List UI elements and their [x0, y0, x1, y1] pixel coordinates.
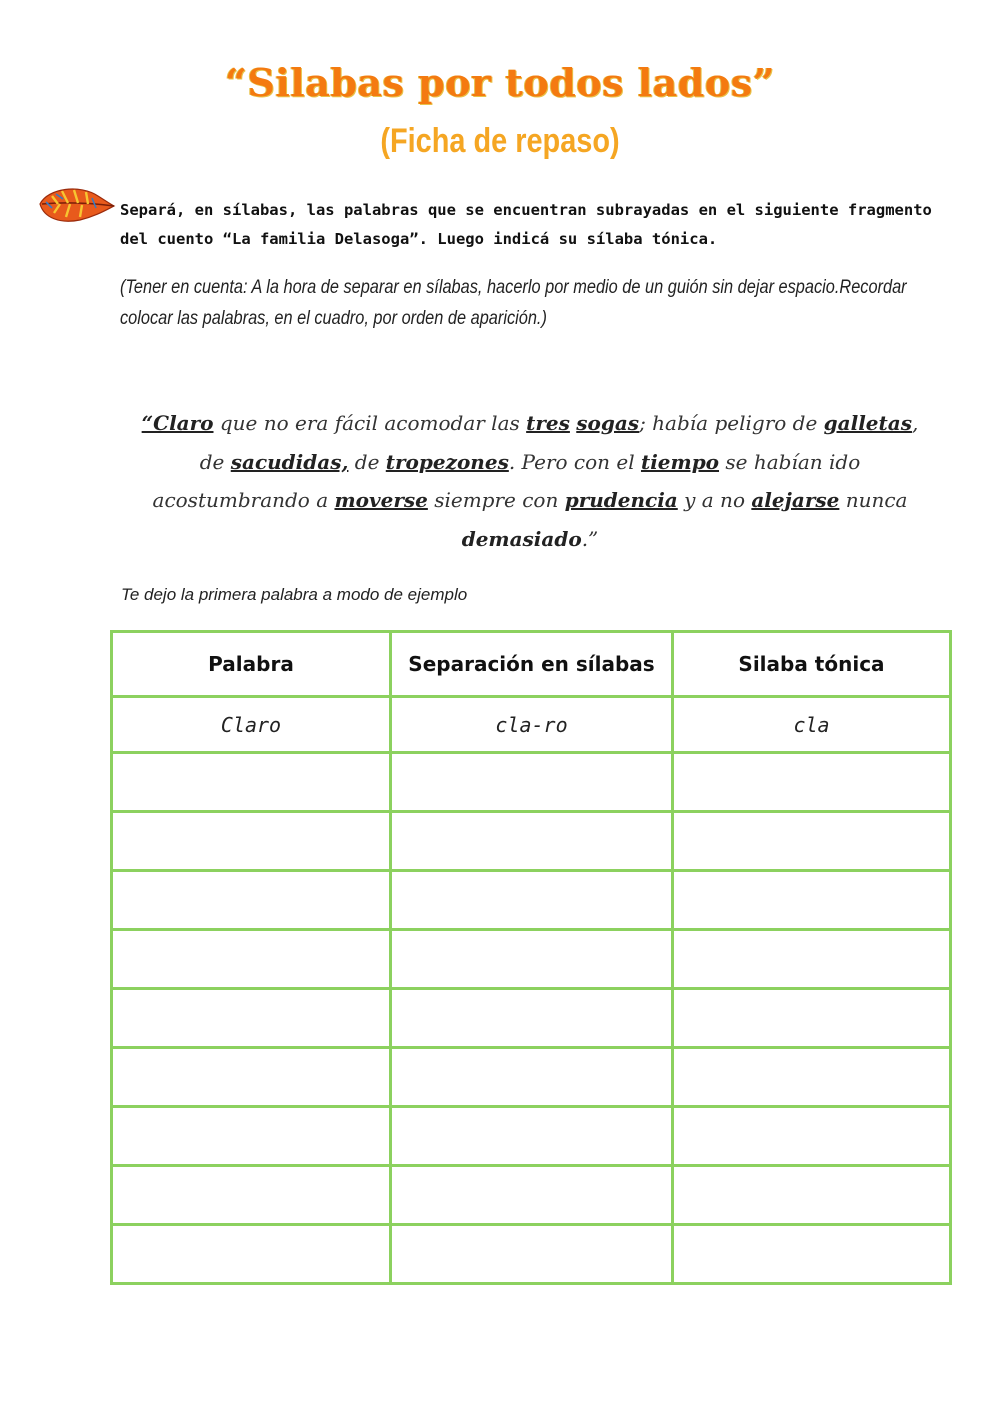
table-row: [112, 1225, 951, 1284]
passage-text: que no era fácil acomodar las: [213, 411, 527, 435]
underlined-word: sacudidas,: [230, 449, 349, 474]
tonic-cell[interactable]: [673, 1166, 951, 1225]
word-cell[interactable]: [112, 1048, 391, 1107]
underlined-word: sogas: [576, 411, 640, 435]
separation-cell[interactable]: [391, 1225, 673, 1284]
separation-cell[interactable]: [391, 871, 673, 930]
passage-text: ; había peligro de: [639, 411, 824, 435]
separation-cell[interactable]: [391, 1107, 673, 1166]
tonic-cell[interactable]: [673, 753, 951, 812]
story-passage: [140, 404, 920, 558]
leaf-icon: [36, 182, 116, 226]
passage-text: de: [348, 449, 386, 474]
underlined-word: alejarse: [751, 488, 840, 512]
table-row: [112, 812, 951, 871]
tonic-cell[interactable]: [673, 1048, 951, 1107]
tonic-cell[interactable]: [673, 930, 951, 989]
page-subtitle: (Ficha de repaso): [380, 122, 620, 160]
word-cell[interactable]: [112, 812, 391, 871]
separation-cell[interactable]: [391, 989, 673, 1048]
word-cell[interactable]: [112, 1225, 391, 1284]
table-row: [112, 753, 951, 812]
separation-cell[interactable]: [391, 1166, 673, 1225]
tonic-cell[interactable]: [673, 1225, 951, 1284]
word-cell[interactable]: [112, 871, 391, 930]
page-title: “Silabas por todos lados”: [225, 60, 775, 105]
note-text: (Tener en cuenta: A la hora de separar en sílabas, hacerlo por medio de un guión sin dejar espacio.Recordar colocar las palabras, en el cuadro, por orden de aparición.): [120, 277, 907, 329]
separation-cell[interactable]: [391, 812, 673, 871]
passage-text: se habían ido acostumbrando a: [152, 449, 861, 512]
tonic-cell[interactable]: [673, 989, 951, 1048]
word-cell[interactable]: [112, 753, 391, 812]
separation-cell[interactable]: [391, 1048, 673, 1107]
header-palabra: Palabra: [112, 632, 391, 697]
underlined-word: tropezones: [385, 449, 509, 474]
tonic-cell[interactable]: [673, 1107, 951, 1166]
tonic-cell[interactable]: [673, 871, 951, 930]
tonic-cell[interactable]: [673, 812, 951, 871]
table-row: [112, 1048, 951, 1107]
underlined-word: “Claro: [141, 411, 214, 435]
instruction-text: Separá, en sílabas, las palabras que se encuentran subrayadas en el siguiente fragmento del cuento “La familia Delasoga”. Luego indicá su sílaba tónica.: [120, 201, 932, 248]
underlined-word: prudencia: [564, 488, 678, 512]
header-silaba-tonica: Silaba tónica: [673, 632, 951, 697]
underlined-word: tiempo: [640, 449, 720, 474]
example-tonic: cla: [673, 697, 951, 753]
syllable-table: [110, 630, 952, 1285]
passage-text: y a no: [677, 488, 752, 512]
passage-text: . Pero con el: [508, 449, 641, 474]
word-cell[interactable]: [112, 989, 391, 1048]
underlined-word: moverse: [334, 488, 428, 512]
table-header-row: [112, 632, 951, 697]
word-cell[interactable]: [112, 1107, 391, 1166]
passage-text: , de: [199, 411, 919, 474]
bold-word: demasiado: [461, 526, 582, 551]
header-separacion: Separación en sílabas: [391, 632, 673, 697]
separation-cell[interactable]: [391, 753, 673, 812]
example-word: Claro: [112, 697, 391, 753]
example-note: Te dejo la primera palabra a modo de ejemplo: [121, 585, 468, 604]
table-row: [112, 1107, 951, 1166]
table-row: [112, 871, 951, 930]
underlined-word: galletas: [823, 411, 912, 435]
word-cell[interactable]: [112, 930, 391, 989]
separation-cell[interactable]: [391, 930, 673, 989]
example-separation: cla-ro: [391, 697, 673, 753]
passage-text: .”: [581, 526, 599, 551]
table-row: [112, 930, 951, 989]
passage-text: siempre con: [427, 488, 565, 512]
table-row: [112, 989, 951, 1048]
example-row: [112, 697, 951, 753]
underlined-word: tres: [526, 411, 570, 435]
table-row: [112, 1166, 951, 1225]
word-cell[interactable]: [112, 1166, 391, 1225]
passage-text: nunca: [839, 488, 908, 512]
